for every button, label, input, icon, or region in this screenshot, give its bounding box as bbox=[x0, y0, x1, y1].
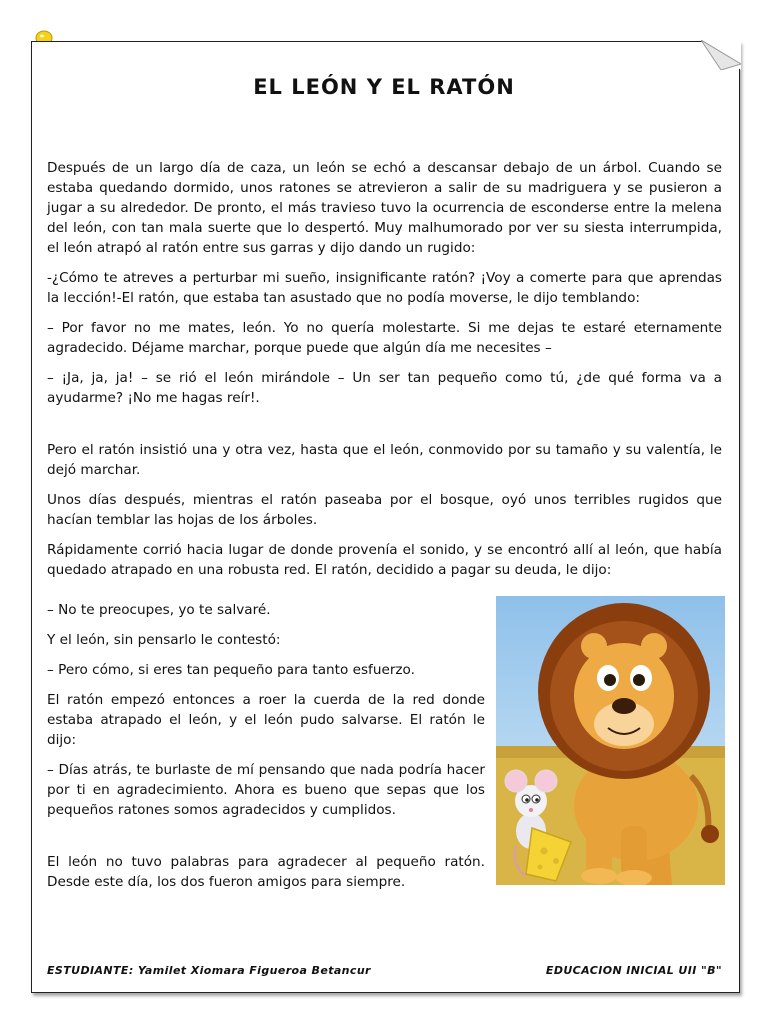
page-title: EL LEÓN Y EL RATÓN bbox=[253, 75, 515, 99]
story-body bbox=[47, 158, 722, 580]
paragraph: – ¡Ja, ja, ja! – se rió el león mirándole – Un ser tan pequeño como tú, ¿de qué forma va a ayudarme? ¡No me hagas reír!. bbox=[47, 370, 722, 406]
paragraph: – No te preocupes, yo te salvaré. bbox=[47, 602, 271, 618]
lion-and-mouse-illustration bbox=[496, 596, 725, 885]
footer-course: EDUCACION INICIAL UII "B" bbox=[545, 964, 722, 977]
paragraph: – Pero cómo, si eres tan pequeño para tanto esfuerzo. bbox=[47, 662, 415, 678]
paragraph: – Días atrás, te burlaste de mí pensando que nada podría hacer por ti en agradecimiento. Ahora es bueno que sepas que los pequeños ratones somos agradecidos y cumplidos. bbox=[47, 762, 485, 818]
paragraph: -¿Cómo te atreves a perturbar mi sueño, insignificante ratón? ¡Voy a comerte para que aprendas la lección!-El ratón, que estaba tan asustado que no podía moverse, le dijo temblando: bbox=[47, 270, 722, 306]
story-body-narrow bbox=[47, 600, 485, 892]
page-fold-corner bbox=[701, 40, 741, 70]
footer-student: ESTUDIANTE: Yamilet Xiomara Figueroa Betancur bbox=[47, 964, 371, 977]
paragraph: El león no tuvo palabras para agradecer al pequeño ratón. Desde este día, los dos fueron amigos para siempre. bbox=[47, 854, 485, 890]
paragraph: Rápidamente corrió hacia lugar de donde provenía el sonido, y se encontró allí al león, que había quedado atrapado en una robusta red. El ratón, decidido a pagar su deuda, le dijo: bbox=[47, 542, 722, 578]
paragraph: – Por favor no me mates, león. Yo no quería molestarte. Si me dejas te estaré eternamente agradecido. Déjame marchar, porque puede que algún día me necesites – bbox=[47, 320, 722, 356]
paragraph: Pero el ratón insistió una y otra vez, hasta que el león, conmovido por su tamaño y su valentía, le dejó marchar. bbox=[47, 442, 722, 478]
paragraph: Unos días después, mientras el ratón paseaba por el bosque, oyó unos terribles rugidos que hacían temblar las hojas de los árboles. bbox=[47, 492, 722, 528]
paragraph: Después de un largo día de caza, un león se echó a descansar debajo de un árbol. Cuando se estaba quedando dormido, unos ratones se atrevieron a salir de su madriguera y se pusieron a jugar a su alrededor. De pronto, el más travieso tuvo la ocurrencia de esconderse entre la melena del león, con tan mala suerte que lo despertó. Muy malhumorado por ver su siesta interrumpida, el león atrapó al ratón entre sus garras y dijo dando un rugido: bbox=[47, 160, 722, 256]
paragraph: El ratón empezó entonces a roer la cuerda de la red donde estaba atrapado el león, y el león pudo salvarse. El ratón le dijo: bbox=[47, 692, 485, 748]
paragraph: Y el león, sin pensarlo le contestó: bbox=[47, 632, 281, 648]
